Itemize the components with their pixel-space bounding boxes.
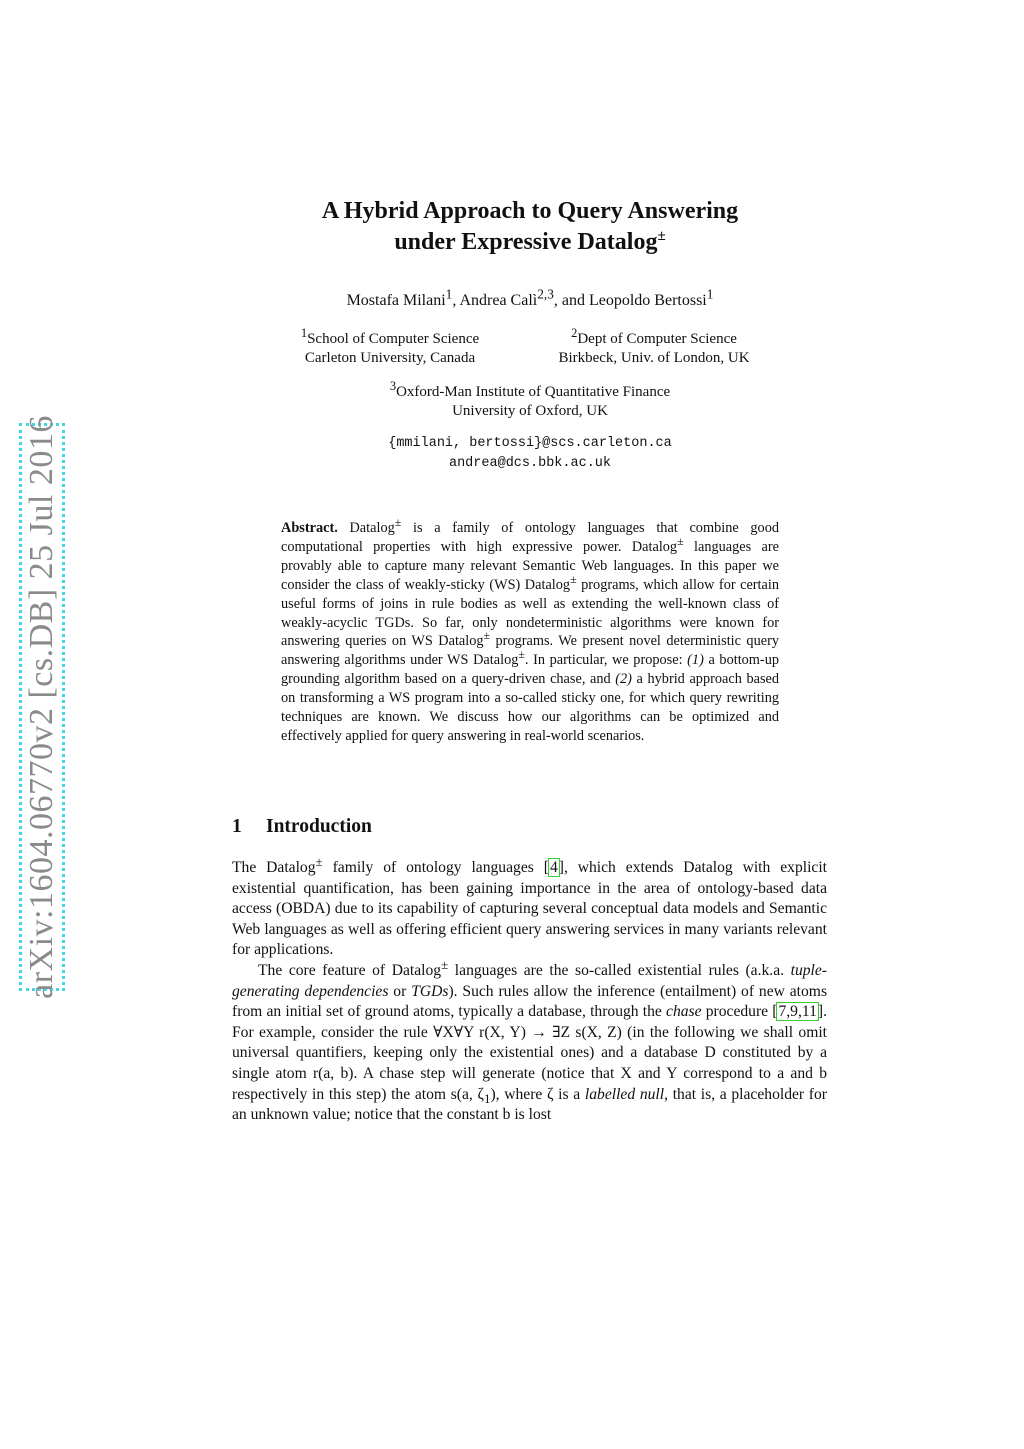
author-2-sup: 2,3 [537,286,554,302]
intro-p1-a: The Datalog [232,859,316,876]
abstract-item-2: (2) [615,671,632,688]
paper-title [230,196,830,258]
affiliation-2-line-2: Birkbeck, Univ. of London, UK [558,350,750,366]
intro-p2-italic-4: labelled null [584,1085,665,1103]
intro-p1-b: family of ontology languages [322,859,544,876]
affiliation-3 [330,379,730,421]
intro-p2-italic-2: TGDs [411,982,449,1000]
abstract [281,515,780,746]
abstract-pm-4: ± [483,628,491,643]
arxiv-stamp-text: arXiv:1604.06770v2 [cs.DB] 25 Jul 2016 [23,415,60,999]
affiliation-1-sup: 1 [300,326,308,340]
intro-pm-1: ± [315,853,323,869]
abstract-pm-5: ± [518,647,525,662]
intro-pm-2: ± [441,956,449,972]
title-line-1: A Hybrid Approach to Query Answering [321,198,739,224]
abstract-text-6: . In particular, we propose: [524,652,688,669]
affiliation-2 [536,326,772,368]
affiliation-2-sup: 2 [571,326,578,340]
abstract-text-3: languages are provably able to capture many relevant Semantic Web languages. In this paper we consider the class of weakly-sticky (WS) Datalog [281,538,779,593]
citation-link-4[interactable]: 4 [549,859,558,876]
affiliation-3-name: Oxford-Man Institute of Quantitative Finance [396,384,671,400]
affiliation-3-line-1 [330,379,730,402]
abstract-text-8: a hybrid approach based on transforming a WS program into a so-called sticky one, for which query rewriting techniques are known. We discuss how our algorithms can be optimized and effectively applied for query answering in real-world scenarios. [281,671,780,744]
abstract-text-1: Datalog [337,520,395,536]
intro-p2-subscript: 1 [483,1090,491,1106]
intro-p2-g: ), where ζ is a [490,1085,585,1103]
intro-p2-h: , that is, a placeholder for an unknown value; notice that the constant b is lost [232,1085,827,1124]
abstract-label: Abstract. [281,520,338,536]
affiliation-3-line-2: University of Oxford, UK [452,403,608,419]
intro-p2-e: procedure [701,1003,773,1021]
abstract-text-4: programs, which allow for certain useful forms of joins in rule bodies as well as extending the well-known class of weakly-acyclic TGDs. So far, only nondeterministic algorithms were known for answering queries on WS Datalog [281,576,779,650]
arxiv-stamp [19,415,65,999]
abstract-text-5: programs. We present novel deterministic query answering algorithms under WS Datalog [281,633,779,669]
abstract-pm-3: ± [570,571,577,586]
author-list: Mostafa Milani$^1$, Andrea Calì$^{2,3}$, and Leopoldo Bertossi$^1$ [346,286,714,309]
title-pm: ± [657,228,666,244]
author-3-sup: 1 [706,286,714,302]
section-title: Introduction [266,816,372,837]
email-line-1[interactable]: {mmilani, bertossi}@scs.carleton.ca [388,436,672,451]
intro-p2-c: or [388,982,412,1000]
email-block [330,434,730,474]
title-line-2 [230,227,830,258]
affiliation-1-name: School of Computer Science [307,331,480,347]
affiliation-1 [272,326,508,368]
abstract-pm-2: ± [677,534,684,549]
affiliation-3-sup: 3 [389,379,397,393]
author-3: , and Leopoldo Bertossi [553,292,707,309]
title-line-2-text: under Expressive Datalog [394,229,658,255]
author-1: Mostafa Milani [346,292,446,309]
intro-paragraph-1: The Datalog± family of ontology languages [4], which extends Datalog with explicit existential quantification, has been gaining importance in the area of ontology-based data access (OBDA) due to its capability of capturing several conceptual data models and Semantic Web languages as well as offering efficient query answering services in many variants relevant for applications. [232,853,827,959]
abstract-text-7: a bottom-up grounding algorithm based on a query-driven chase, and [281,652,779,688]
email-line-2[interactable]: andrea@dcs.bbk.ac.uk [448,456,612,471]
citation-link-7-9-11[interactable]: 7,9,11 [778,1003,817,1021]
section-number: 1 [232,816,242,837]
intro-p2-f: . For example, consider the rule ∀X∀Y r(X, Y) → ∃Z s(X, Z) (in the following we shall omit universal quantifiers, keeping only the existential ones) and a database D constituted by a single atom r(a, b). A chase step will generate (notice that X and Y correspond to a and b respectively in this step) the atom s(a, ζ [232,1003,827,1103]
affiliation-1-line-2: Carleton University, Canada [304,350,476,366]
intro-p1-c: , which extends Datalog with explicit existential quantification, has been gaining importance in the area of ontology-based data access (OBDA) due to its capability of capturing several conceptual data models and Semantic Web languages as well as offering efficient query answering services in many variants relevant for applications. [232,859,827,959]
author-1-sup: 1 [445,286,453,302]
intro-p2-a: The core feature of Datalog [258,961,442,979]
intro-p2-b: languages are the so-called existential rules (a.k.a. [448,961,791,979]
intro-p2-italic-3: chase [666,1003,702,1021]
affiliation-1-line-1 [272,326,508,349]
abstract-item-1: (1) [687,652,704,669]
section-heading [232,816,372,838]
intro-paragraph-2: The core feature of Datalog± languages are the so-called existential rules (a.k.a. tuple-generating dependencies or TGDs). Such rules allow the inference (entailment) of new atoms from an initial set of ground atoms, typically a database, through the chase procedure [7,9,11]. For example, consider the rule ∀X∀Y r(X, Y) → ∃Z s(X, Z) (in the following we shall omit universal quantifiers, keeping only the existential ones) and a database D constituted by a single atom r(a, b). A chase step will generate (notice that X and Y correspond to a and b respectively in this step) the atom s(a, $\zeta_1$), where ζ is a labelled null, that is, a placeholder for an unknown value; notice that the constant b is lost [232,956,828,1124]
introduction-body [232,853,828,1126]
affiliation-2-line-1 [536,326,772,349]
intro-p2-d: ). Such rules allow the inference (entailment) of new atoms from an initial set of ground atoms, typically a database, through the [232,982,828,1021]
author-2: Andrea Calì [459,292,538,309]
intro-p2-italic-1: tuple-generating dependencies [232,961,827,1000]
abstract-pm-1: ± [394,515,402,530]
abstract-text-2: is a family of ontology languages that combine good computational properties with high expressive power. Datalog [281,520,779,555]
affiliation-2-name: Dept of Computer Science [577,331,737,347]
